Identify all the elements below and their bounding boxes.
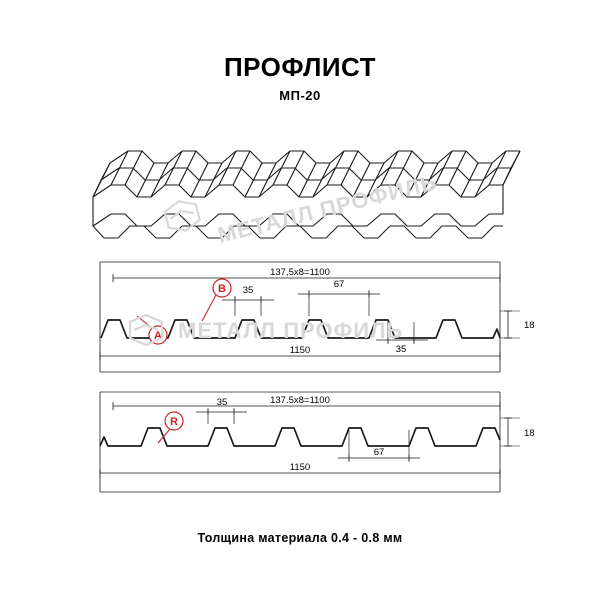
marker-a-leader xyxy=(137,316,152,328)
page-subtitle: МП-20 xyxy=(279,88,321,103)
watermark-text-1: МЕТАЛЛ ПРОФИЛЬ xyxy=(215,169,440,248)
section-bottom-group xyxy=(100,392,520,492)
section-bottom-dim-total: 1150 xyxy=(289,462,311,473)
page-title: ПРОФЛИСТ xyxy=(223,52,377,82)
section-bottom-profile xyxy=(100,428,500,446)
marker-a-label: A xyxy=(154,330,162,342)
section-top-dim-width: 137,5x8=1100 xyxy=(270,267,330,278)
marker-r-leader xyxy=(158,429,170,443)
section-top-dim-height: 18 xyxy=(524,320,535,331)
section-top-dim-67: 67 xyxy=(333,279,345,290)
material-thickness-note: Толщина материала 0.4 - 0.8 мм xyxy=(197,531,403,545)
marker-b-label: B xyxy=(218,283,226,295)
section-bottom-dim-height: 18 xyxy=(524,428,535,439)
watermark-text-2: МЕТАЛЛ ПРОФИЛЬ xyxy=(178,318,404,343)
section-bottom-markers xyxy=(158,412,183,443)
section-bottom-dim-67: 67 xyxy=(373,447,385,458)
marker-r-label: R xyxy=(170,416,178,428)
section-top-dim-total: 1150 xyxy=(289,345,311,356)
section-bottom-dim-35: 35 xyxy=(216,397,228,408)
section-top-dim-35-2: 35 xyxy=(395,344,407,355)
section-bottom-dim-width: 137.5x8=1100 xyxy=(270,395,330,406)
section-top-dim-35: 35 xyxy=(242,285,254,296)
